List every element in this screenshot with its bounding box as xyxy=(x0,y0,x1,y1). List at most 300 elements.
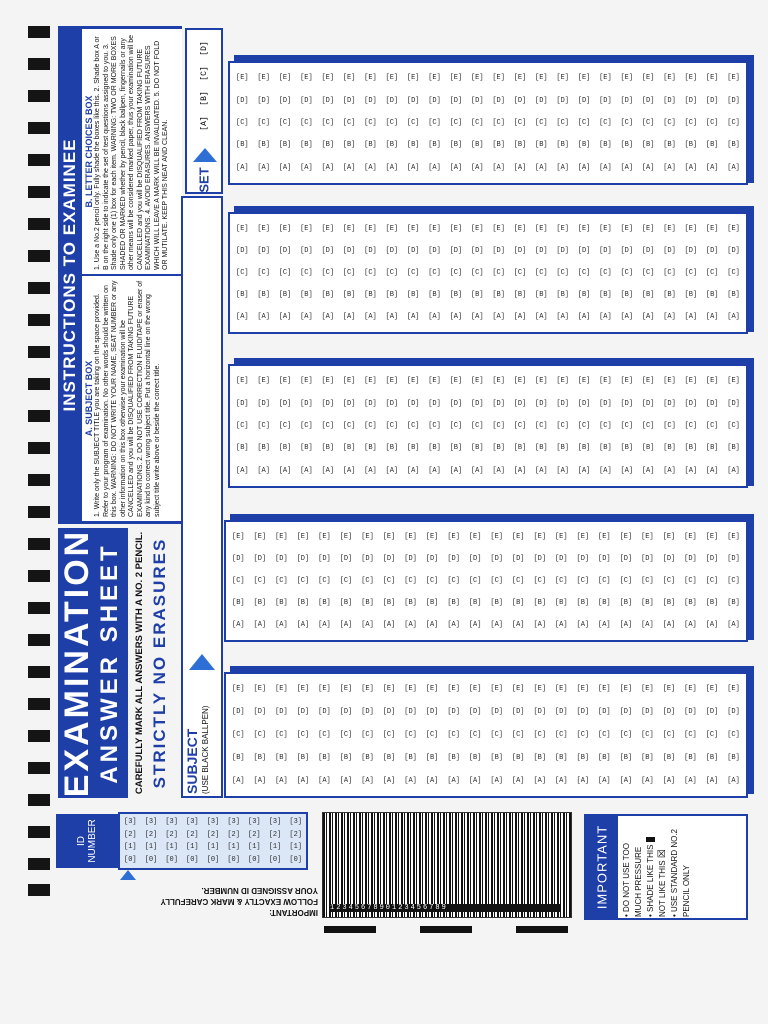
answer-bubble[interactable]: [E] xyxy=(232,685,245,694)
answer-bubble[interactable]: [B] xyxy=(428,141,441,150)
answer-bubble[interactable]: [D] xyxy=(705,247,719,255)
answer-bubble[interactable]: [D] xyxy=(278,247,292,255)
answer-bubble[interactable]: [E] xyxy=(727,74,740,83)
answer-bubble[interactable]: [D] xyxy=(449,399,463,408)
answer-bubble[interactable]: [B] xyxy=(662,599,676,607)
answer-bubble[interactable]: [D] xyxy=(300,96,313,105)
answer-bubble[interactable]: [B] xyxy=(425,599,439,607)
answer-bubble[interactable]: [A] xyxy=(428,163,441,172)
answer-bubble[interactable]: [A] xyxy=(556,163,569,172)
answer-bubble[interactable]: [C] xyxy=(663,269,676,277)
answer-bubble[interactable]: [C] xyxy=(684,577,697,585)
answer-bubble[interactable]: [A] xyxy=(321,466,335,475)
answer-bubble[interactable]: [E] xyxy=(339,685,353,694)
answer-bubble[interactable]: [D] xyxy=(641,708,654,717)
answer-bubble[interactable]: [D] xyxy=(684,247,698,255)
answer-bubble[interactable]: [E] xyxy=(663,74,676,83)
answer-bubble[interactable]: [C] xyxy=(513,269,527,277)
answer-bubble[interactable]: [C] xyxy=(663,118,676,127)
answer-bubble[interactable]: [A] xyxy=(428,313,441,321)
answer-bubble[interactable]: [C] xyxy=(382,577,396,585)
answer-bubble[interactable]: [A] xyxy=(278,163,292,172)
answer-bubble[interactable]: [B] xyxy=(556,444,569,453)
answer-bubble[interactable]: [A] xyxy=(554,776,568,785)
answer-bubble[interactable]: [E] xyxy=(236,377,249,386)
id-bubble[interactable]: [0] xyxy=(206,855,220,864)
answer-bubble[interactable]: [C] xyxy=(620,421,634,430)
answer-bubble[interactable]: [A] xyxy=(705,163,719,172)
id-bubble[interactable]: [2] xyxy=(289,830,302,839)
answer-bubble[interactable]: [C] xyxy=(428,118,441,127)
answer-bubble[interactable]: [A] xyxy=(468,621,482,629)
answer-bubble[interactable]: [C] xyxy=(404,577,417,585)
answer-bubble[interactable]: [E] xyxy=(727,685,740,694)
answer-bubble[interactable]: [D] xyxy=(321,96,335,105)
answer-bubble[interactable]: [B] xyxy=(511,599,525,607)
answer-bubble[interactable]: [B] xyxy=(599,444,612,453)
answer-bubble[interactable]: [C] xyxy=(492,269,505,277)
answer-bubble[interactable]: [B] xyxy=(342,141,356,150)
answer-bubble[interactable]: [C] xyxy=(577,118,591,127)
answer-bubble[interactable]: [E] xyxy=(257,377,270,386)
answer-bubble[interactable]: [D] xyxy=(641,96,655,105)
answer-bubble[interactable]: [A] xyxy=(406,163,420,172)
answer-bubble[interactable]: [B] xyxy=(511,753,525,762)
id-bubble[interactable]: [0] xyxy=(248,855,261,864)
answer-bubble[interactable]: [B] xyxy=(727,753,740,762)
answer-bubble[interactable]: [C] xyxy=(342,421,356,430)
answer-bubble[interactable]: [E] xyxy=(406,225,420,233)
answer-bubble[interactable]: [A] xyxy=(663,466,676,475)
answer-bubble[interactable]: [C] xyxy=(684,730,697,739)
answer-bubble[interactable]: [C] xyxy=(321,118,335,127)
answer-bubble[interactable]: [C] xyxy=(641,730,654,739)
answer-bubble[interactable]: [C] xyxy=(364,421,377,430)
answer-bubble[interactable]: [A] xyxy=(449,313,463,321)
answer-bubble[interactable]: [D] xyxy=(620,399,634,408)
answer-bubble[interactable]: [B] xyxy=(577,141,591,150)
answer-bubble[interactable]: [B] xyxy=(705,753,719,762)
answer-bubble[interactable]: [D] xyxy=(535,247,548,255)
answer-bubble[interactable]: [D] xyxy=(620,247,634,255)
answer-bubble[interactable]: [C] xyxy=(513,421,527,430)
answer-bubble[interactable]: [E] xyxy=(257,74,270,83)
answer-bubble[interactable]: [A] xyxy=(556,313,569,321)
answer-bubble[interactable]: [A] xyxy=(663,163,676,172)
answer-bubble[interactable]: [D] xyxy=(425,555,439,563)
answer-bubble[interactable]: [D] xyxy=(232,708,245,717)
answer-bubble[interactable]: [C] xyxy=(321,421,335,430)
answer-bubble[interactable]: [A] xyxy=(339,776,353,785)
id-bubble[interactable]: [1] xyxy=(165,843,178,852)
answer-bubble[interactable]: [C] xyxy=(449,421,463,430)
answer-bubble[interactable]: [E] xyxy=(556,377,569,386)
answer-bubble[interactable]: [A] xyxy=(599,163,612,172)
answer-bubble[interactable]: [C] xyxy=(599,269,612,277)
answer-bubble[interactable]: [D] xyxy=(513,247,527,255)
answer-bubble[interactable]: [E] xyxy=(318,685,331,694)
id-bubble[interactable]: [0] xyxy=(268,855,282,864)
answer-bubble[interactable]: [A] xyxy=(232,621,245,629)
answer-bubble[interactable]: [A] xyxy=(342,163,356,172)
answer-bubble[interactable]: [D] xyxy=(705,96,719,105)
answer-bubble[interactable]: [D] xyxy=(342,96,356,105)
answer-bubble[interactable]: [B] xyxy=(663,291,676,299)
answer-bubble[interactable]: [C] xyxy=(705,118,719,127)
answer-bubble[interactable]: [C] xyxy=(577,421,591,430)
answer-bubble[interactable]: [C] xyxy=(447,577,460,585)
answer-bubble[interactable]: [D] xyxy=(300,399,313,408)
answer-bubble[interactable]: [E] xyxy=(300,74,313,83)
answer-bubble[interactable]: [E] xyxy=(232,533,245,541)
answer-bubble[interactable]: [A] xyxy=(275,621,288,629)
answer-bubble[interactable]: [C] xyxy=(727,421,740,430)
answer-bubble[interactable]: [B] xyxy=(619,599,633,607)
answer-bubble[interactable]: [D] xyxy=(662,555,676,563)
answer-bubble[interactable]: [E] xyxy=(406,74,420,83)
answer-bubble[interactable]: [E] xyxy=(236,225,249,233)
answer-bubble[interactable]: [E] xyxy=(705,377,719,386)
answer-bubble[interactable]: [E] xyxy=(684,74,698,83)
answer-bubble[interactable]: [A] xyxy=(663,313,676,321)
answer-bubble[interactable]: [A] xyxy=(406,466,420,475)
answer-bubble[interactable]: [A] xyxy=(511,776,525,785)
answer-bubble[interactable]: [D] xyxy=(468,708,482,717)
answer-bubble[interactable]: [C] xyxy=(492,118,505,127)
answer-bubble[interactable]: [E] xyxy=(385,225,399,233)
answer-bubble[interactable]: [C] xyxy=(598,577,611,585)
id-bubble[interactable]: [1] xyxy=(186,843,199,852)
answer-bubble[interactable]: [A] xyxy=(619,621,633,629)
id-bubble[interactable]: [1] xyxy=(268,843,282,852)
answer-bubble[interactable]: [B] xyxy=(404,753,417,762)
set-option-c[interactable]: [C] xyxy=(199,66,209,81)
answer-bubble[interactable]: [C] xyxy=(342,269,356,277)
answer-bubble[interactable]: [C] xyxy=(361,577,374,585)
answer-bubble[interactable]: [D] xyxy=(342,399,356,408)
answer-bubble[interactable]: [C] xyxy=(511,577,525,585)
answer-bubble[interactable]: [C] xyxy=(727,730,740,739)
answer-bubble[interactable]: [A] xyxy=(449,163,463,172)
answer-bubble[interactable]: [D] xyxy=(577,399,591,408)
answer-bubble[interactable]: [E] xyxy=(428,74,441,83)
answer-bubble[interactable]: [E] xyxy=(361,685,374,694)
answer-bubble[interactable]: [E] xyxy=(364,74,377,83)
id-bubble[interactable]: [0] xyxy=(186,855,199,864)
answer-bubble[interactable]: [C] xyxy=(318,730,331,739)
answer-bubble[interactable]: [A] xyxy=(511,621,525,629)
answer-bubble[interactable]: [E] xyxy=(364,225,377,233)
answer-bubble[interactable]: [E] xyxy=(300,225,313,233)
answer-bubble[interactable]: [A] xyxy=(684,313,698,321)
answer-bubble[interactable]: [B] xyxy=(663,444,676,453)
answer-bubble[interactable]: [B] xyxy=(492,444,505,453)
answer-bubble[interactable]: [D] xyxy=(470,96,484,105)
answer-bubble[interactable]: [A] xyxy=(662,621,676,629)
answer-bubble[interactable]: [A] xyxy=(577,163,591,172)
answer-bubble[interactable]: [E] xyxy=(620,74,634,83)
id-bubble[interactable]: [3] xyxy=(186,818,199,827)
answer-bubble[interactable]: [B] xyxy=(577,291,591,299)
answer-bubble[interactable]: [B] xyxy=(705,599,719,607)
answer-bubble[interactable]: [E] xyxy=(684,377,698,386)
answer-bubble[interactable]: [D] xyxy=(385,399,399,408)
answer-bubble[interactable]: [E] xyxy=(576,685,590,694)
answer-bubble[interactable]: [A] xyxy=(468,776,482,785)
answer-bubble[interactable]: [A] xyxy=(533,621,547,629)
answer-bubble[interactable]: [B] xyxy=(385,291,399,299)
answer-bubble[interactable]: [C] xyxy=(619,730,633,739)
answer-bubble[interactable]: [C] xyxy=(470,269,484,277)
answer-bubble[interactable]: [E] xyxy=(620,377,634,386)
answer-bubble[interactable]: [A] xyxy=(490,776,503,785)
answer-bubble[interactable]: [C] xyxy=(236,269,249,277)
answer-bubble[interactable]: [E] xyxy=(641,377,655,386)
id-bubble[interactable]: [1] xyxy=(227,843,240,852)
answer-bubble[interactable]: [B] xyxy=(468,599,482,607)
answer-bubble[interactable]: [B] xyxy=(364,444,377,453)
answer-bubble[interactable]: [E] xyxy=(511,685,525,694)
answer-bubble[interactable]: [C] xyxy=(428,269,441,277)
answer-bubble[interactable]: [E] xyxy=(321,74,335,83)
answer-bubble[interactable]: [D] xyxy=(576,555,590,563)
answer-bubble[interactable]: [A] xyxy=(406,313,420,321)
answer-bubble[interactable]: [A] xyxy=(513,313,527,321)
answer-bubble[interactable]: [C] xyxy=(470,421,484,430)
answer-bubble[interactable]: [E] xyxy=(663,377,676,386)
answer-bubble[interactable]: [D] xyxy=(513,399,527,408)
id-bubble[interactable]: [3] xyxy=(165,818,178,827)
answer-bubble[interactable]: [C] xyxy=(339,730,353,739)
answer-bubble[interactable]: [C] xyxy=(641,577,654,585)
answer-bubble[interactable]: [C] xyxy=(425,730,439,739)
answer-bubble[interactable]: [C] xyxy=(513,118,527,127)
answer-bubble[interactable]: [A] xyxy=(641,776,654,785)
answer-bubble[interactable]: [E] xyxy=(684,533,697,541)
answer-bubble[interactable]: [B] xyxy=(449,141,463,150)
id-bubble[interactable]: [2] xyxy=(144,830,158,839)
answer-bubble[interactable]: [A] xyxy=(705,313,719,321)
answer-bubble[interactable]: [E] xyxy=(425,533,439,541)
answer-bubble[interactable]: [B] xyxy=(318,599,331,607)
answer-bubble[interactable]: [A] xyxy=(576,621,590,629)
answer-bubble[interactable]: [C] xyxy=(236,118,249,127)
answer-bubble[interactable]: [B] xyxy=(428,291,441,299)
answer-bubble[interactable]: [E] xyxy=(253,533,267,541)
answer-bubble[interactable]: [D] xyxy=(318,708,331,717)
answer-bubble[interactable]: [B] xyxy=(339,599,353,607)
answer-bubble[interactable]: [B] xyxy=(342,444,356,453)
answer-bubble[interactable]: [C] xyxy=(556,421,569,430)
answer-bubble[interactable]: [E] xyxy=(705,685,719,694)
answer-bubble[interactable]: [A] xyxy=(619,776,633,785)
answer-bubble[interactable]: [C] xyxy=(641,118,655,127)
answer-bubble[interactable]: [D] xyxy=(554,708,568,717)
answer-bubble[interactable]: [D] xyxy=(727,555,740,563)
answer-bubble[interactable]: [C] xyxy=(576,577,590,585)
answer-bubble[interactable]: [C] xyxy=(275,577,288,585)
id-bubble[interactable]: [1] xyxy=(289,843,302,852)
answer-bubble[interactable]: [D] xyxy=(620,96,634,105)
answer-bubble[interactable]: [B] xyxy=(533,599,547,607)
id-bubble[interactable]: [2] xyxy=(124,830,137,839)
answer-bubble[interactable]: [B] xyxy=(576,753,590,762)
answer-bubble[interactable]: [E] xyxy=(599,74,612,83)
answer-bubble[interactable]: [E] xyxy=(492,225,505,233)
answer-bubble[interactable]: [D] xyxy=(382,708,396,717)
answer-bubble[interactable]: [D] xyxy=(385,96,399,105)
answer-bubble[interactable]: [B] xyxy=(278,141,292,150)
answer-bubble[interactable]: [E] xyxy=(554,533,568,541)
answer-bubble[interactable]: [E] xyxy=(318,533,331,541)
answer-bubble[interactable]: [D] xyxy=(705,708,719,717)
answer-bubble[interactable]: [A] xyxy=(236,313,249,321)
answer-bubble[interactable]: [B] xyxy=(727,141,740,150)
answer-bubble[interactable]: [C] xyxy=(554,730,568,739)
answer-bubble[interactable]: [D] xyxy=(425,708,439,717)
answer-bubble[interactable]: [E] xyxy=(599,225,612,233)
answer-bubble[interactable]: [D] xyxy=(535,399,548,408)
answer-bubble[interactable]: [A] xyxy=(257,313,270,321)
answer-bubble[interactable]: [A] xyxy=(684,776,697,785)
answer-bubble[interactable]: [D] xyxy=(554,555,568,563)
bubble-grid-4[interactable] xyxy=(232,526,740,636)
answer-bubble[interactable]: [D] xyxy=(296,555,310,563)
answer-bubble[interactable]: [B] xyxy=(513,291,527,299)
answer-bubble[interactable]: [C] xyxy=(490,577,503,585)
answer-bubble[interactable]: [E] xyxy=(470,74,484,83)
answer-bubble[interactable]: [B] xyxy=(406,444,420,453)
answer-bubble[interactable]: [D] xyxy=(339,708,353,717)
answer-bubble[interactable]: [C] xyxy=(705,577,719,585)
answer-bubble[interactable]: [E] xyxy=(447,685,460,694)
answer-bubble[interactable]: [B] xyxy=(535,141,548,150)
id-bubble[interactable]: [2] xyxy=(206,830,220,839)
answer-bubble[interactable]: [E] xyxy=(447,533,460,541)
id-bubble[interactable]: [2] xyxy=(165,830,178,839)
answer-bubble[interactable]: [D] xyxy=(275,555,288,563)
answer-bubble[interactable]: [E] xyxy=(278,377,292,386)
answer-bubble[interactable]: [C] xyxy=(449,269,463,277)
answer-bubble[interactable]: [E] xyxy=(492,377,505,386)
answer-bubble[interactable]: [B] xyxy=(470,291,484,299)
answer-bubble[interactable]: [A] xyxy=(684,163,698,172)
answer-bubble[interactable]: [C] xyxy=(663,421,676,430)
answer-bubble[interactable]: [D] xyxy=(490,555,503,563)
answer-bubble[interactable]: [C] xyxy=(535,269,548,277)
answer-bubble[interactable]: [E] xyxy=(468,533,482,541)
answer-bubble[interactable]: [A] xyxy=(492,163,505,172)
answer-bubble[interactable]: [B] xyxy=(425,753,439,762)
answer-bubble[interactable]: [D] xyxy=(428,96,441,105)
answer-bubble[interactable]: [E] xyxy=(533,533,547,541)
answer-bubble[interactable]: [C] xyxy=(641,269,655,277)
answer-bubble[interactable]: [A] xyxy=(684,621,697,629)
answer-bubble[interactable]: [A] xyxy=(449,466,463,475)
answer-bubble[interactable]: [D] xyxy=(447,708,460,717)
answer-bubble[interactable]: [E] xyxy=(556,74,569,83)
answer-bubble[interactable]: [D] xyxy=(361,708,374,717)
answer-bubble[interactable]: [D] xyxy=(278,96,292,105)
bubble-grid-2[interactable] xyxy=(236,218,740,328)
answer-bubble[interactable]: [B] xyxy=(321,141,335,150)
answer-bubble[interactable]: [C] xyxy=(727,577,740,585)
answer-bubble[interactable]: [C] xyxy=(385,421,399,430)
answer-bubble[interactable]: [C] xyxy=(620,269,634,277)
id-bubble[interactable]: [1] xyxy=(144,843,158,852)
answer-bubble[interactable]: [E] xyxy=(641,225,655,233)
answer-bubble[interactable]: [B] xyxy=(576,599,590,607)
answer-bubble[interactable]: [D] xyxy=(619,555,633,563)
answer-bubble[interactable]: [B] xyxy=(406,291,420,299)
bubble-grid-3[interactable] xyxy=(236,370,740,482)
answer-bubble[interactable]: [B] xyxy=(382,753,396,762)
answer-bubble[interactable]: [A] xyxy=(492,466,505,475)
id-bubble[interactable]: [2] xyxy=(186,830,199,839)
answer-bubble[interactable]: [A] xyxy=(253,776,267,785)
answer-bubble[interactable]: [D] xyxy=(339,555,353,563)
answer-bubble[interactable]: [E] xyxy=(428,225,441,233)
answer-bubble[interactable]: [A] xyxy=(364,466,377,475)
answer-bubble[interactable]: [E] xyxy=(513,225,527,233)
answer-bubble[interactable]: [D] xyxy=(428,399,441,408)
id-bubble[interactable]: [3] xyxy=(248,818,261,827)
answer-bubble[interactable]: [E] xyxy=(342,225,356,233)
answer-bubble[interactable]: [A] xyxy=(257,466,270,475)
answer-bubble[interactable]: [B] xyxy=(684,599,697,607)
answer-bubble[interactable]: [C] xyxy=(705,421,719,430)
id-bubble[interactable]: [3] xyxy=(206,818,220,827)
answer-bubble[interactable]: [B] xyxy=(535,291,548,299)
answer-bubble[interactable]: [B] xyxy=(599,291,612,299)
answer-bubble[interactable]: [A] xyxy=(470,313,484,321)
set-option-d[interactable]: [D] xyxy=(199,41,209,56)
answer-bubble[interactable]: [D] xyxy=(385,247,399,255)
answer-bubble[interactable]: [E] xyxy=(490,685,503,694)
answer-bubble[interactable]: [A] xyxy=(577,313,591,321)
answer-bubble[interactable]: [B] xyxy=(684,141,698,150)
answer-bubble[interactable]: [A] xyxy=(598,776,611,785)
answer-bubble[interactable]: [B] xyxy=(296,753,310,762)
answer-bubble[interactable]: [D] xyxy=(684,708,697,717)
answer-bubble[interactable]: [A] xyxy=(385,163,399,172)
answer-bubble[interactable]: [D] xyxy=(641,247,655,255)
answer-bubble[interactable]: [A] xyxy=(253,621,267,629)
answer-bubble[interactable]: [B] xyxy=(620,141,634,150)
answer-bubble[interactable]: [D] xyxy=(447,555,460,563)
answer-bubble[interactable]: [A] xyxy=(535,313,548,321)
answer-bubble[interactable]: [A] xyxy=(727,621,740,629)
answer-bubble[interactable]: [B] xyxy=(296,599,310,607)
answer-bubble[interactable]: [B] xyxy=(364,141,377,150)
answer-bubble[interactable]: [A] xyxy=(662,776,676,785)
answer-bubble[interactable]: [C] xyxy=(321,269,335,277)
answer-bubble[interactable]: [B] xyxy=(275,599,288,607)
subject-box[interactable] xyxy=(181,196,223,798)
answer-bubble[interactable]: [E] xyxy=(296,533,310,541)
answer-bubble[interactable]: [B] xyxy=(554,753,568,762)
answer-bubble[interactable]: [D] xyxy=(361,555,374,563)
answer-bubble[interactable]: [E] xyxy=(492,74,505,83)
answer-bubble[interactable]: [B] xyxy=(705,444,719,453)
id-bubble-rows[interactable] xyxy=(124,816,302,866)
answer-bubble[interactable]: [E] xyxy=(449,225,463,233)
answer-bubble[interactable]: [D] xyxy=(727,399,740,408)
answer-bubble[interactable]: [D] xyxy=(296,708,310,717)
answer-bubble[interactable]: [B] xyxy=(492,291,505,299)
answer-bubble[interactable]: [B] xyxy=(278,291,292,299)
answer-bubble[interactable]: [C] xyxy=(232,730,245,739)
